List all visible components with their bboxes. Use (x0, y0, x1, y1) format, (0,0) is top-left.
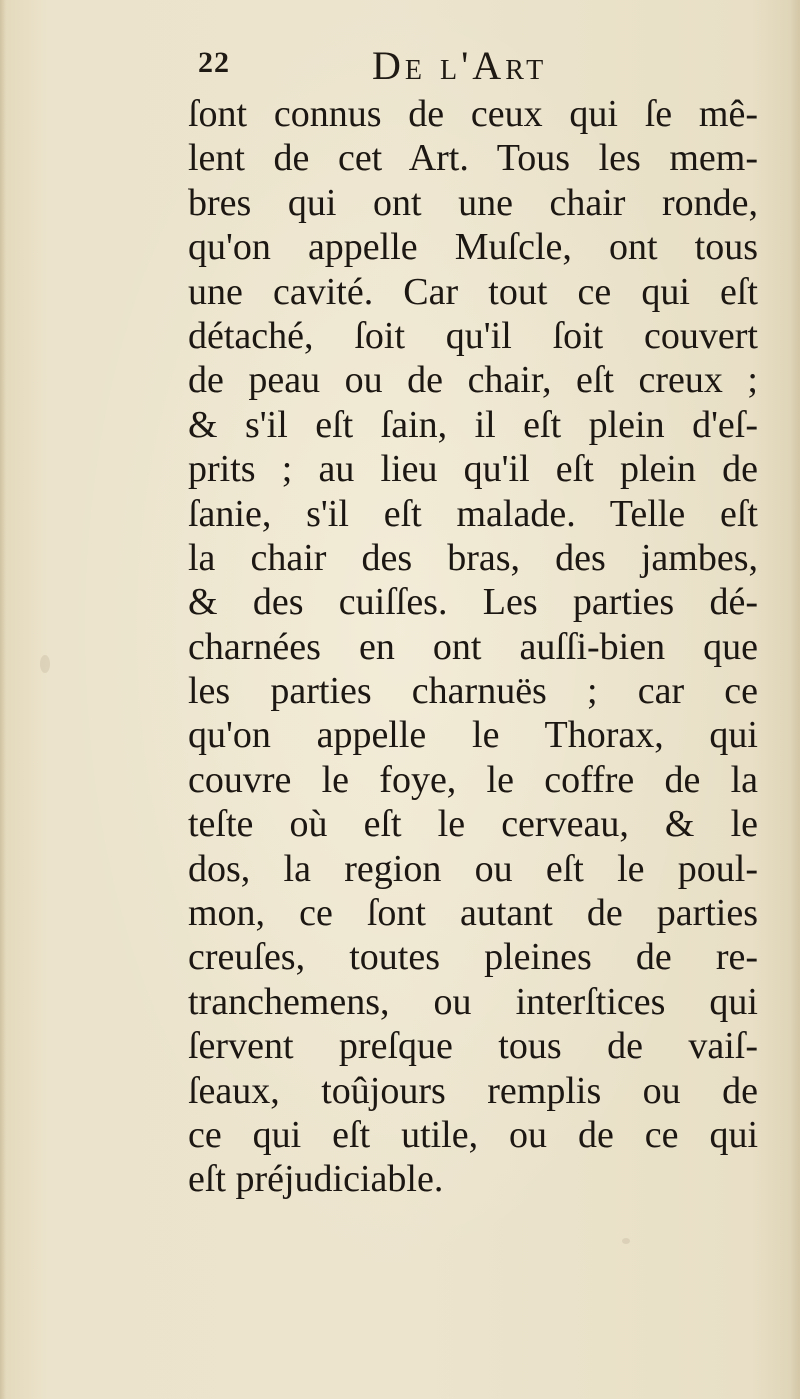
text-line: lent de cet Art. Tous les mem- (188, 137, 758, 180)
page-number: 22 (198, 46, 230, 79)
text-line: qu'on appelle Muſcle, ont tous (188, 226, 758, 269)
text-line: prits ; au lieu qu'il eſt plein de (188, 448, 758, 491)
text-line: de peau ou de chair, eſt creux ; (188, 359, 758, 402)
text-line: & des cuiſſes. Les parties dé- (188, 581, 758, 624)
running-head: De l'Art (372, 43, 548, 88)
text-line: ſeaux, toûjours remplis ou de (188, 1069, 758, 1112)
text-line: & s'il eſt ſain, il eſt plein d'eſ- (188, 403, 758, 446)
text-line: teſte où eſt le cerveau, & le (188, 803, 758, 846)
page-header (198, 42, 638, 92)
text-line: creuſes, toutes pleines de re- (188, 936, 758, 979)
page-right-edge-shadow (790, 0, 800, 1399)
text-line: charnées en ont auſſi-bien que (188, 625, 758, 668)
paper-stain (40, 655, 50, 673)
text-line: mon, ce ſont autant de parties (188, 892, 758, 935)
page-left-edge-shadow (0, 0, 6, 1399)
text-line-last: eſt préjudiciable. (188, 1158, 444, 1201)
text-line: ſanie, s'il eſt malade. Telle eſt (188, 492, 758, 535)
text-line: détaché, ſoit qu'il ſoit couvert (188, 314, 758, 357)
text-line: couvre le foye, le coffre de la (188, 758, 758, 801)
text-line: une cavité. Car tout ce qui eſt (188, 270, 758, 313)
text-line: ſont connus de ceux qui ſe mê- (188, 93, 758, 135)
paper-stain (622, 1238, 630, 1244)
text-line: ce qui eſt utile, ou de ce qui (188, 1113, 758, 1156)
text-line: les parties charnuës ; car ce (188, 670, 758, 713)
text-line: la chair des bras, des jambes, (188, 536, 758, 579)
text-line: tranchemens, ou interſtices qui (188, 980, 758, 1023)
text-line: qu'on appelle le Thorax, qui (188, 714, 758, 757)
body-text (188, 92, 758, 1202)
text-line: dos, la region ou eſt le poul- (188, 847, 758, 890)
text-line: bres qui ont une chair ronde, (188, 181, 758, 224)
text-line: ſervent preſque tous de vaiſ- (188, 1025, 758, 1068)
